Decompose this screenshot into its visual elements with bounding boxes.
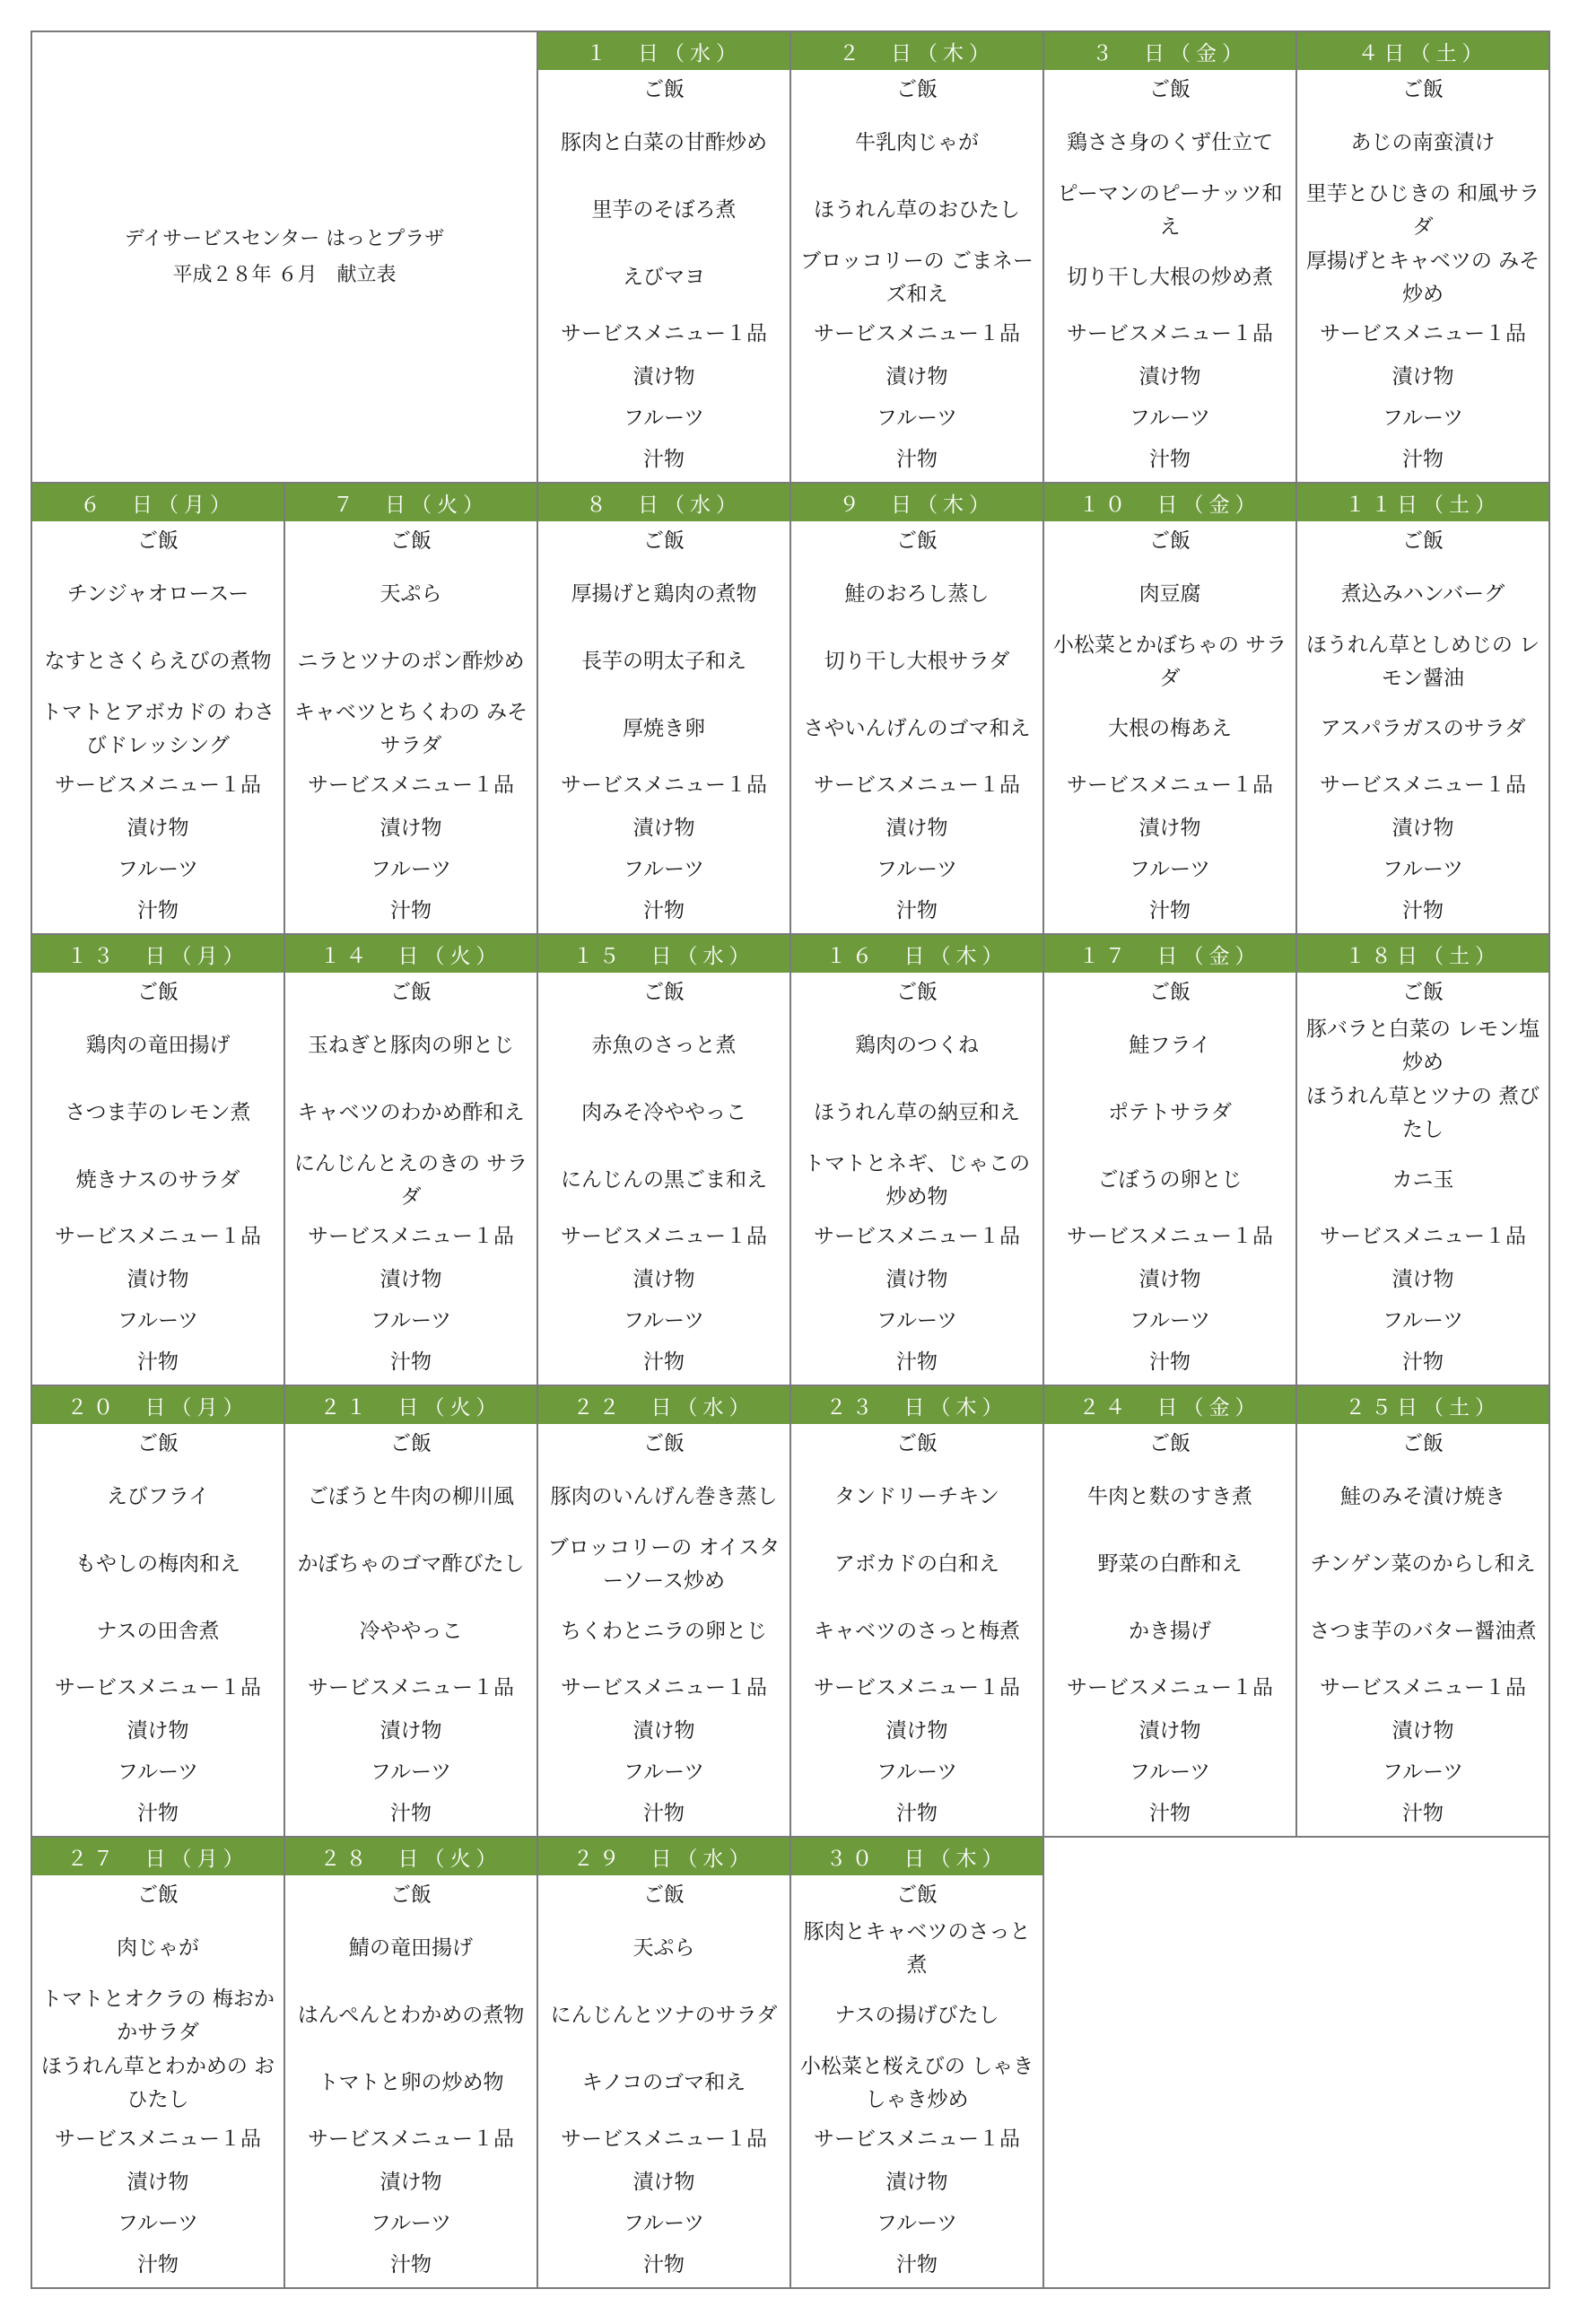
menu-item-service: サービスメニュー１品 <box>1067 773 1273 797</box>
menu-item-service: サービスメニュー１品 <box>308 2127 514 2151</box>
menu-item-pickles: 漬け物 <box>1391 1268 1454 1291</box>
menu-item-rice: ご飯 <box>896 529 938 553</box>
day-header: ８ 日（水） <box>538 484 790 521</box>
menu-item-dish: 豚バラと白菜の レモン塩炒め <box>1305 1017 1540 1074</box>
menu-item-fruit: フルーツ <box>370 858 452 881</box>
menu-item-soup: 汁物 <box>896 448 938 471</box>
menu-item-pickles: 漬け物 <box>1391 817 1454 840</box>
menu-item-rice: ご飯 <box>1149 529 1191 553</box>
menu-item-dish: あじの南蛮漬け <box>1350 131 1496 154</box>
menu-item-service: サービスメニュー１品 <box>1320 322 1526 345</box>
menu-item-dish: 赤魚のさっと煮 <box>591 1034 737 1057</box>
day-header: １３ 日（月） <box>32 935 284 973</box>
day-header: ２７ 日（月） <box>32 1838 284 1875</box>
menu-item-soup: 汁物 <box>390 1802 432 1825</box>
day-header: ３ 日（金） <box>1044 32 1295 70</box>
menu-item-fruit: フルーツ <box>876 2212 958 2235</box>
day-cell-d6 <box>31 482 284 933</box>
menu-item-dish: 豚肉と白菜の甘酢炒め <box>561 131 767 154</box>
day-cell-d29 <box>537 1836 790 2287</box>
menu-item-service: サービスメニュー１品 <box>561 773 767 797</box>
day-cell-d25 <box>1295 1385 1548 1836</box>
menu-item-dish: さやいんげんのゴマ和え <box>803 717 1031 740</box>
day-header: １０ 日（金） <box>1044 484 1295 521</box>
menu-item-fruit: フルーツ <box>623 858 705 881</box>
menu-item-dish: にんじんとえのきの サラダ <box>293 1151 528 1209</box>
menu-item-pickles: 漬け物 <box>126 1268 189 1291</box>
menu-item-dish: 冷ややっこ <box>359 1620 463 1643</box>
menu-item-soup: 汁物 <box>1402 1802 1444 1825</box>
menu-item-pickles: 漬け物 <box>632 817 695 840</box>
menu-item-pickles: 漬け物 <box>632 1268 695 1291</box>
menu-item-service: サービスメニュー１品 <box>1320 1225 1526 1248</box>
menu-item-fruit: フルーツ <box>370 1309 452 1332</box>
day-cell-d20 <box>31 1385 284 1836</box>
menu-item-service: サービスメニュー１品 <box>561 2127 767 2151</box>
menu-item-dish: 牛乳肉じゃが <box>855 131 979 154</box>
empty-cell <box>1042 1836 1548 2287</box>
day-cell-d3 <box>1042 31 1295 482</box>
menu-item-service: サービスメニュー１品 <box>55 1225 261 1248</box>
menu-item-soup: 汁物 <box>1149 899 1191 922</box>
menu-item-pickles: 漬け物 <box>885 1719 948 1743</box>
day-header: ２４ 日（金） <box>1044 1386 1295 1424</box>
menu-item-dish: チンジャオロースー <box>66 582 249 606</box>
menu-item-fruit: フルーツ <box>1382 858 1464 881</box>
menu-item-pickles: 漬け物 <box>885 1268 948 1291</box>
day-header: ４日（土） <box>1297 32 1548 70</box>
menu-item-rice: ご飯 <box>390 1883 432 1907</box>
menu-item-pickles: 漬け物 <box>379 1719 442 1743</box>
menu-item-fruit: フルーツ <box>876 1309 958 1332</box>
menu-item-soup: 汁物 <box>896 1350 938 1374</box>
menu-item-dish: はんぺんとわかめの煮物 <box>297 2004 525 2027</box>
day-cell-d16 <box>790 933 1042 1385</box>
menu-item-dish: 大根の梅あえ <box>1108 717 1232 740</box>
menu-item-dish: 鮭フライ <box>1129 1034 1211 1057</box>
day-header: １５ 日（水） <box>538 935 790 973</box>
menu-item-fruit: フルーツ <box>876 406 958 430</box>
menu-item-rice: ご飯 <box>896 981 938 1004</box>
menu-item-dish: 里芋とひじきの 和風サラダ <box>1305 181 1540 239</box>
menu-item-soup: 汁物 <box>1402 899 1444 922</box>
day-header: ２８ 日（火） <box>285 1838 537 1875</box>
menu-item-dish: ごぼうと牛肉の柳川風 <box>308 1485 514 1508</box>
day-cell-d24 <box>1042 1385 1295 1836</box>
day-header: １６ 日（木） <box>791 935 1042 973</box>
menu-item-rice: ご飯 <box>137 1883 179 1907</box>
menu-item-soup: 汁物 <box>137 1802 179 1825</box>
menu-item-fruit: フルーツ <box>876 858 958 881</box>
menu-item-fruit: フルーツ <box>370 1760 452 1784</box>
menu-item-pickles: 漬け物 <box>632 1719 695 1743</box>
day-cell-d14 <box>284 933 537 1385</box>
menu-item-rice: ご飯 <box>1402 78 1444 101</box>
menu-item-service: サービスメニュー１品 <box>814 322 1020 345</box>
menu-calendar <box>31 31 1550 2289</box>
menu-item-dish: 鶏肉の竜田揚げ <box>85 1034 231 1057</box>
menu-item-fruit: フルーツ <box>1382 1760 1464 1784</box>
day-cell-d22 <box>537 1385 790 1836</box>
menu-item-dish: 鮭のみそ漬け焼き <box>1340 1485 1505 1508</box>
menu-item-pickles: 漬け物 <box>885 365 948 389</box>
menu-item-dish: キャベツのさっと梅煮 <box>814 1620 1020 1643</box>
menu-item-dish: かき揚げ <box>1129 1620 1211 1643</box>
menu-item-fruit: フルーツ <box>370 2212 452 2235</box>
menu-item-dish: ほうれん草とツナの 煮びたし <box>1305 1084 1540 1141</box>
menu-item-soup: 汁物 <box>137 1350 179 1374</box>
menu-item-pickles: 漬け物 <box>126 2171 189 2194</box>
menu-item-rice: ご飯 <box>1402 1432 1444 1455</box>
menu-item-service: サービスメニュー１品 <box>308 1225 514 1248</box>
menu-item-dish: 厚揚げと鶏肉の煮物 <box>571 582 757 606</box>
menu-item-dish: ほうれん草としめじの レモン醤油 <box>1305 633 1540 690</box>
menu-item-service: サービスメニュー１品 <box>1067 322 1273 345</box>
menu-item-rice: ご飯 <box>643 78 685 101</box>
menu-item-fruit: フルーツ <box>1129 406 1211 430</box>
menu-item-dish: かぼちゃのゴマ酢びたし <box>297 1552 525 1576</box>
menu-item-rice: ご飯 <box>1149 78 1191 101</box>
menu-item-dish: えびフライ <box>106 1485 210 1508</box>
menu-title-block <box>31 31 537 482</box>
menu-item-dish: 焼きナスのサラダ <box>75 1168 240 1192</box>
menu-item-service: サービスメニュー１品 <box>55 2127 261 2151</box>
menu-item-dish: ブロッコリーの オイスターソース炒め <box>547 1535 781 1593</box>
menu-item-fruit: フルーツ <box>623 1760 705 1784</box>
menu-item-dish: 鯖の竜田揚げ <box>349 1936 473 1960</box>
menu-item-dish: トマトとオクラの 梅おかかサラダ <box>41 1987 275 2044</box>
menu-item-dish: 肉じゃが <box>117 1936 199 1960</box>
menu-item-pickles: 漬け物 <box>1138 365 1201 389</box>
menu-item-soup: 汁物 <box>137 899 179 922</box>
day-header: １７ 日（金） <box>1044 935 1295 973</box>
day-cell-d13 <box>31 933 284 1385</box>
menu-item-dish: ちくわとニラの卵とじ <box>561 1620 767 1643</box>
day-cell-d10 <box>1042 482 1295 933</box>
menu-item-rice: ご飯 <box>390 981 432 1004</box>
menu-item-dish: ポテトサラダ <box>1108 1101 1232 1124</box>
day-header: ７ 日（火） <box>285 484 537 521</box>
day-cell-d21 <box>284 1385 537 1836</box>
day-header: ３０ 日（木） <box>791 1838 1042 1875</box>
day-cell-d7 <box>284 482 537 933</box>
menu-item-soup: 汁物 <box>896 899 938 922</box>
facility-name: デイサービスセンター はっとプラザ <box>124 227 445 250</box>
menu-item-rice: ご飯 <box>643 1883 685 1907</box>
day-header: ２５日（土） <box>1297 1386 1548 1424</box>
menu-item-dish: 玉ねぎと豚肉の卵とじ <box>308 1034 514 1057</box>
menu-item-dish: タンドリーチキン <box>834 1485 999 1508</box>
day-header: ９ 日（木） <box>791 484 1042 521</box>
menu-item-soup: 汁物 <box>896 1802 938 1825</box>
day-cell-d28 <box>284 1836 537 2287</box>
menu-item-fruit: フルーツ <box>117 858 199 881</box>
menu-item-soup: 汁物 <box>643 1350 685 1374</box>
day-cell-d1 <box>537 31 790 482</box>
menu-item-soup: 汁物 <box>1402 1350 1444 1374</box>
menu-item-dish: キャベツのわかめ酢和え <box>297 1101 525 1124</box>
menu-item-fruit: フルーツ <box>1129 1760 1211 1784</box>
menu-item-rice: ご飯 <box>137 981 179 1004</box>
menu-item-dish: ほうれん草とわかめの おひたし <box>40 2054 275 2111</box>
menu-item-rice: ご飯 <box>1149 1432 1191 1455</box>
menu-item-dish: トマトとネギ、じゃこの 炒め物 <box>803 1151 1031 1209</box>
menu-item-rice: ご飯 <box>896 1432 938 1455</box>
menu-item-soup: 汁物 <box>137 2253 179 2276</box>
menu-item-dish: ナスの田舎煮 <box>96 1620 220 1643</box>
menu-item-rice: ご飯 <box>1402 981 1444 1004</box>
menu-item-service: サービスメニュー１品 <box>308 773 514 797</box>
day-cell-d11 <box>1295 482 1548 933</box>
menu-item-soup: 汁物 <box>1149 1350 1191 1374</box>
menu-item-service: サービスメニュー１品 <box>1067 1225 1273 1248</box>
menu-item-fruit: フルーツ <box>623 406 705 430</box>
menu-item-dish: カニ玉 <box>1391 1168 1454 1192</box>
menu-item-fruit: フルーツ <box>1129 1309 1211 1332</box>
day-header: １４ 日（火） <box>285 935 537 973</box>
menu-item-dish: 天ぷら <box>379 582 442 606</box>
day-header: ６ 日（月） <box>32 484 284 521</box>
menu-item-fruit: フルーツ <box>623 1309 705 1332</box>
menu-item-fruit: フルーツ <box>117 1760 199 1784</box>
menu-item-rice: ご飯 <box>137 529 179 553</box>
menu-item-pickles: 漬け物 <box>126 817 189 840</box>
menu-item-rice: ご飯 <box>137 1432 179 1455</box>
menu-item-pickles: 漬け物 <box>379 1268 442 1291</box>
menu-item-fruit: フルーツ <box>1129 858 1211 881</box>
menu-item-soup: 汁物 <box>896 2253 938 2276</box>
day-header: ２１ 日（火） <box>285 1386 537 1424</box>
menu-item-service: サービスメニュー１品 <box>814 1225 1020 1248</box>
menu-item-pickles: 漬け物 <box>1138 817 1201 840</box>
menu-item-dish: キャベツとちくわの みそサラダ <box>293 700 528 757</box>
menu-item-rice: ご飯 <box>896 1883 938 1907</box>
menu-item-dish: 鶏肉のつくね <box>855 1034 979 1057</box>
menu-item-soup: 汁物 <box>1149 1802 1191 1825</box>
day-header: ２９ 日（水） <box>538 1838 790 1875</box>
menu-item-fruit: フルーツ <box>1382 1309 1464 1332</box>
day-cell-d18 <box>1295 933 1548 1385</box>
menu-item-dish: ほうれん草のおひたし <box>814 198 1020 222</box>
menu-item-service: サービスメニュー１品 <box>55 773 261 797</box>
day-header: ２２ 日（水） <box>538 1386 790 1424</box>
menu-item-dish: 長芋の明太子和え <box>581 650 746 673</box>
menu-item-fruit: フルーツ <box>623 2212 705 2235</box>
menu-item-dish: キノコのゴマ和え <box>581 2071 746 2094</box>
menu-item-soup: 汁物 <box>1149 448 1191 471</box>
menu-item-service: サービスメニュー１品 <box>308 1676 514 1699</box>
menu-item-dish: さつま芋のレモン煮 <box>65 1101 251 1124</box>
menu-item-dish: トマトと卵の炒め物 <box>318 2071 504 2094</box>
menu-item-dish: 天ぷら <box>632 1936 695 1960</box>
menu-item-dish: ほうれん草の納豆和え <box>814 1101 1020 1124</box>
menu-item-pickles: 漬け物 <box>379 2171 442 2194</box>
menu-item-fruit: フルーツ <box>117 2212 199 2235</box>
menu-item-rice: ご飯 <box>1402 529 1444 553</box>
menu-item-dish: アボカドの白和え <box>834 1552 999 1576</box>
menu-item-soup: 汁物 <box>390 1350 432 1374</box>
menu-item-dish: もやしの梅肉和え <box>75 1552 240 1576</box>
day-header: １ 日（水） <box>538 32 790 70</box>
menu-item-dish: にんじんの黒ごま和え <box>561 1168 767 1192</box>
day-cell-d23 <box>790 1385 1042 1836</box>
menu-item-dish: 切り干し大根の炒め煮 <box>1067 266 1273 289</box>
menu-item-dish: 豚肉のいんげん巻き蒸し <box>550 1485 778 1508</box>
menu-item-dish: 里芋のそぼろ煮 <box>591 198 737 222</box>
menu-item-pickles: 漬け物 <box>885 817 948 840</box>
menu-item-dish: 厚揚げとキャベツの みそ炒め <box>1305 249 1540 306</box>
menu-item-dish: 野菜の白酢和え <box>1097 1552 1243 1576</box>
menu-item-pickles: 漬け物 <box>632 365 695 389</box>
menu-item-service: サービスメニュー１品 <box>814 2127 1020 2151</box>
menu-item-dish: 牛肉と麩のすき煮 <box>1087 1485 1252 1508</box>
menu-item-pickles: 漬け物 <box>632 2171 695 2194</box>
menu-month-title: 平成２８年 ６月 献立表 <box>172 263 397 286</box>
menu-item-service: サービスメニュー１品 <box>814 1676 1020 1699</box>
day-cell-d15 <box>537 933 790 1385</box>
menu-item-rice: ご飯 <box>643 981 685 1004</box>
menu-item-service: サービスメニュー１品 <box>1320 1676 1526 1699</box>
menu-item-dish: ニラとツナのポン酢炒め <box>297 650 525 673</box>
menu-item-dish: 厚焼き卵 <box>623 717 705 740</box>
menu-item-pickles: 漬け物 <box>1138 1268 1201 1291</box>
menu-item-dish: 小松菜とかぼちゃの サラダ <box>1052 633 1287 690</box>
menu-item-pickles: 漬け物 <box>1138 1719 1201 1743</box>
menu-item-rice: ご飯 <box>896 78 938 101</box>
menu-item-fruit: フルーツ <box>117 1309 199 1332</box>
day-header: １８日（土） <box>1297 935 1548 973</box>
menu-item-dish: 煮込みハンバーグ <box>1340 582 1505 606</box>
menu-item-pickles: 漬け物 <box>1391 365 1454 389</box>
menu-item-service: サービスメニュー１品 <box>561 1225 767 1248</box>
menu-item-soup: 汁物 <box>643 2253 685 2276</box>
menu-item-dish: 肉豆腐 <box>1138 582 1201 606</box>
menu-item-dish: えびマヨ <box>623 266 705 289</box>
menu-item-dish: ブロッコリーの ごまネーズ和え <box>800 249 1034 306</box>
menu-item-fruit: フルーツ <box>876 1760 958 1784</box>
menu-item-rice: ご飯 <box>390 1432 432 1455</box>
menu-item-soup: 汁物 <box>390 899 432 922</box>
menu-item-dish: ごぼうの卵とじ <box>1097 1168 1243 1192</box>
day-cell-d27 <box>31 1836 284 2287</box>
menu-item-service: サービスメニュー１品 <box>1067 1676 1273 1699</box>
day-cell-d17 <box>1042 933 1295 1385</box>
day-cell-d2 <box>790 31 1042 482</box>
menu-item-service: サービスメニュー１品 <box>561 322 767 345</box>
menu-item-pickles: 漬け物 <box>1391 1719 1454 1743</box>
menu-item-dish: 肉みそ冷ややっこ <box>581 1101 746 1124</box>
menu-item-dish: アスパラガスのサラダ <box>1320 717 1526 740</box>
menu-item-dish: 鶏ささ身のくず仕立て <box>1067 131 1273 154</box>
day-header: ２０ 日（月） <box>32 1386 284 1424</box>
menu-item-rice: ご飯 <box>643 529 685 553</box>
menu-item-dish: 豚肉とキャベツのさっと煮 <box>803 1919 1031 1977</box>
menu-item-dish: さつま芋のバター醤油煮 <box>1309 1620 1537 1643</box>
day-header: ２３ 日（木） <box>791 1386 1042 1424</box>
menu-item-dish: にんじんとツナのサラダ <box>550 2004 778 2027</box>
day-cell-d9 <box>790 482 1042 933</box>
day-cell-d4 <box>1295 31 1548 482</box>
menu-item-rice: ご飯 <box>390 529 432 553</box>
menu-item-rice: ご飯 <box>643 1432 685 1455</box>
menu-item-fruit: フルーツ <box>1382 406 1464 430</box>
day-cell-d8 <box>537 482 790 933</box>
day-cell-d30 <box>790 1836 1042 2287</box>
menu-item-rice: ご飯 <box>1149 981 1191 1004</box>
menu-item-soup: 汁物 <box>1402 448 1444 471</box>
menu-item-pickles: 漬け物 <box>885 2171 948 2194</box>
menu-item-service: サービスメニュー１品 <box>1320 773 1526 797</box>
menu-item-soup: 汁物 <box>643 899 685 922</box>
menu-item-service: サービスメニュー１品 <box>561 1676 767 1699</box>
menu-item-service: サービスメニュー１品 <box>55 1676 261 1699</box>
day-header: １１日（土） <box>1297 484 1548 521</box>
menu-item-dish: なすとさくらえびの煮物 <box>44 650 272 673</box>
menu-item-dish: チンゲン菜のからし和え <box>1310 1552 1536 1576</box>
day-header: ２ 日（木） <box>791 32 1042 70</box>
menu-item-dish: 小松菜と桜えびの しゃきしゃき炒め <box>799 2054 1034 2111</box>
menu-item-pickles: 漬け物 <box>379 817 442 840</box>
menu-item-dish: トマトとアボカドの わさびドレッシング <box>40 700 275 757</box>
menu-item-soup: 汁物 <box>643 448 685 471</box>
menu-item-soup: 汁物 <box>643 1802 685 1825</box>
menu-item-dish: ピーマンのピーナッツ和え <box>1057 181 1283 239</box>
menu-item-dish: ナスの揚げびたし <box>834 2004 999 2027</box>
menu-item-service: サービスメニュー１品 <box>814 773 1020 797</box>
menu-item-pickles: 漬け物 <box>126 1719 189 1743</box>
menu-item-dish: 鮭のおろし蒸し <box>844 582 990 606</box>
menu-item-soup: 汁物 <box>390 2253 432 2276</box>
menu-item-dish: 切り干し大根サラダ <box>824 650 1010 673</box>
